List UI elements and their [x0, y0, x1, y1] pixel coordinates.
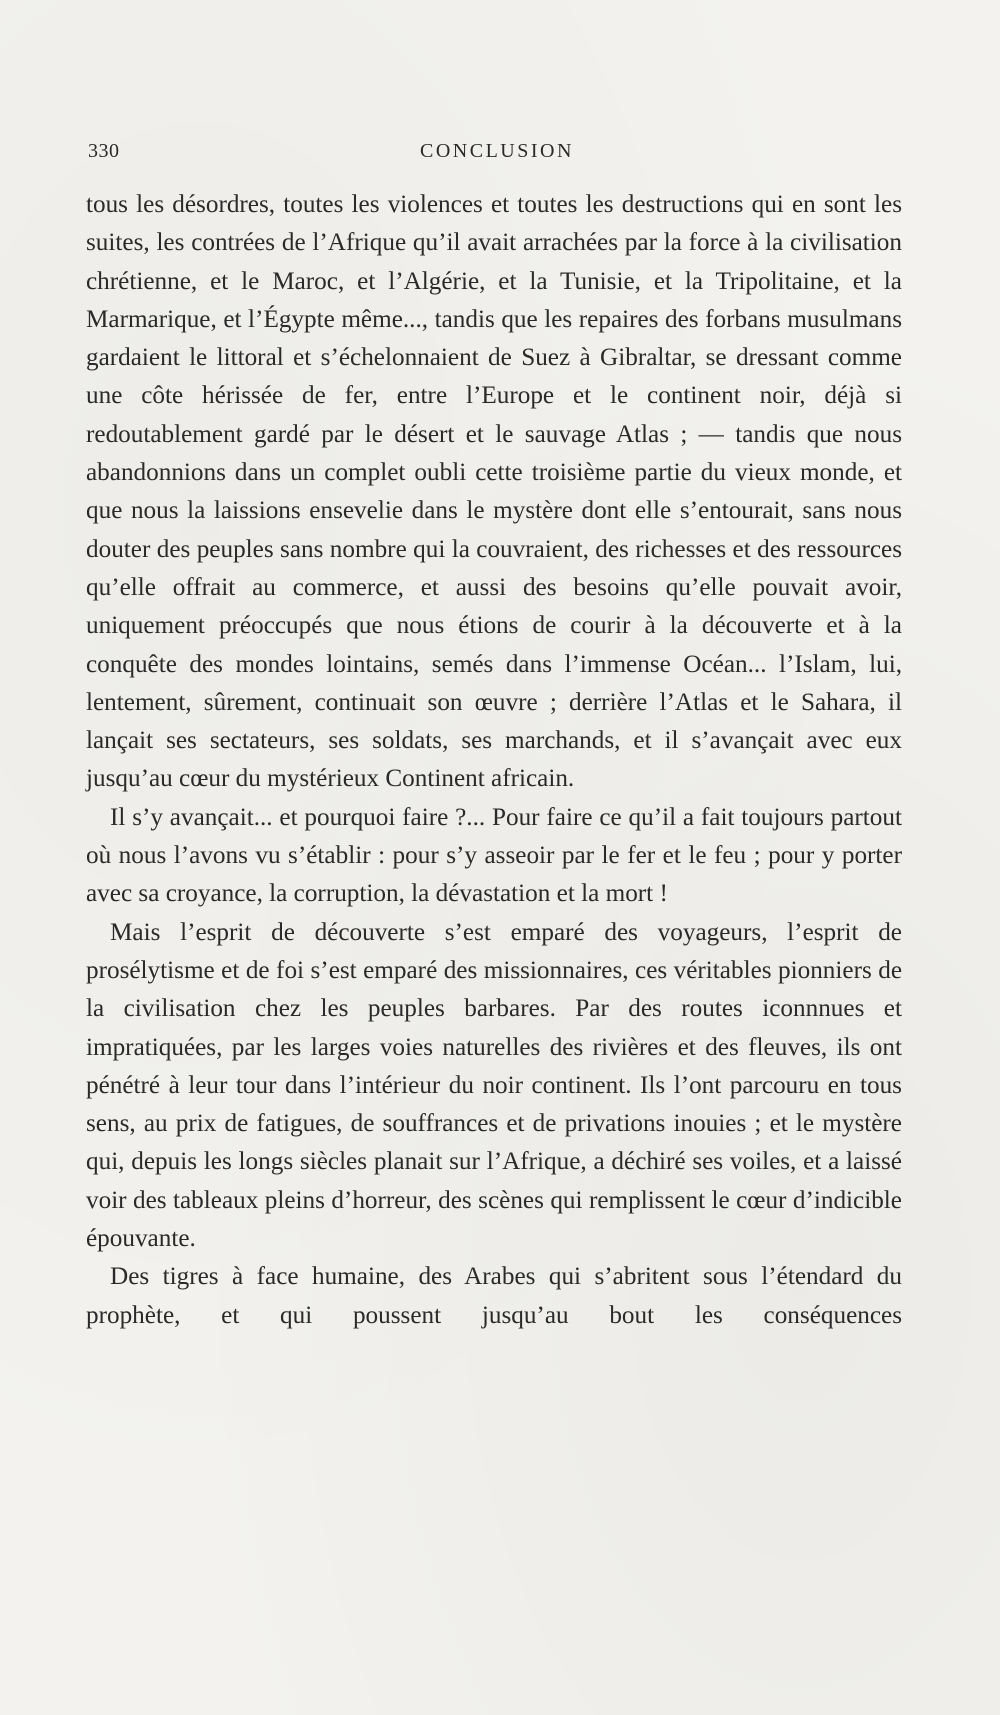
- running-head: CONCLUSION: [420, 140, 574, 162]
- page-header: [88, 140, 900, 172]
- body-text: [86, 186, 902, 1335]
- page-number: 330: [88, 140, 120, 162]
- paragraph-4: Des tigres à face humaine, des Arabes qui s’abritent sous l’étendard du prophète, et qui poussent jusqu’au bout les conséquences: [86, 1263, 902, 1329]
- paragraph-2: Il s’y avançait... et pourquoi faire ?... Pour faire ce qu’il a fait toujours partout où nous l’avons vu s’établir : pour s’y asseoir par le fer et le feu ; pour y porter avec sa croyance, la corruption, la dévastation et la mort !: [86, 803, 902, 908]
- paragraph-3: Mais l’esprit de découverte s’est emparé des voyageurs, l’esprit de prosélytisme et de foi s’est emparé des missionnaires, ces véritables pionniers de la civilisation chez les peuples barbares. Par des routes iconnnues et impratiquées, par les larges voies naturelles des rivières et des fleuves, ils ont pénétré à leur tour dans l’intérieur du noir continent. Ils l’ont parcouru en tous sens, au prix de fatigues, de souffrances et de privations inouies ; et le mystère qui, depuis les longs siècles planait sur l’Afrique, a déchiré ses voiles, et a laissé voir des tableaux pleins d’horreur, des scènes qui remplissent le cœur d’indicible épouvante.: [86, 918, 902, 1253]
- paragraph-1: tous les désordres, toutes les violences et toutes les destructions qui en sont les suites, les contrées de l’Afrique qu’il avait arrachées par la force à la civilisation chrétienne, et le Maroc, et l’Algérie, et la Tunisie, et la Tripolitaine, et la Marmarique, et l’Égypte même..., tandis que les repaires des forbans musulmans gardaient le littoral et s’échelonnaient de Suez à Gibraltar, se dressant comme une côte hérissée de fer, entre l’Europe et le continent noir, déjà si redoutablement gardé par le désert et le sauvage Atlas ; — tandis que nous abandonnions dans un complet oubli cette troisième partie du vieux monde, et que nous la laissions ensevelie dans le mystère dont elle s’entourait, sans nous douter des peuples sans nombre qui la couvraient, des richesses et des ressources qu’elle offrait au commerce, et aussi des besoins qu’elle pouvait avoir, uniquement préoccupés que nous étions de courir à la découverte et à la conquête des mondes lointains, semés dans l’immense Océan... l’Islam, lui, lentement, sûrement, continuait son œuvre ; derrière l’Atlas et le Sahara, il lançait ses sectateurs, ses soldats, ses marchands, et il s’avançait avec eux jusqu’au cœur du mystérieux Continent africain.: [86, 191, 902, 793]
